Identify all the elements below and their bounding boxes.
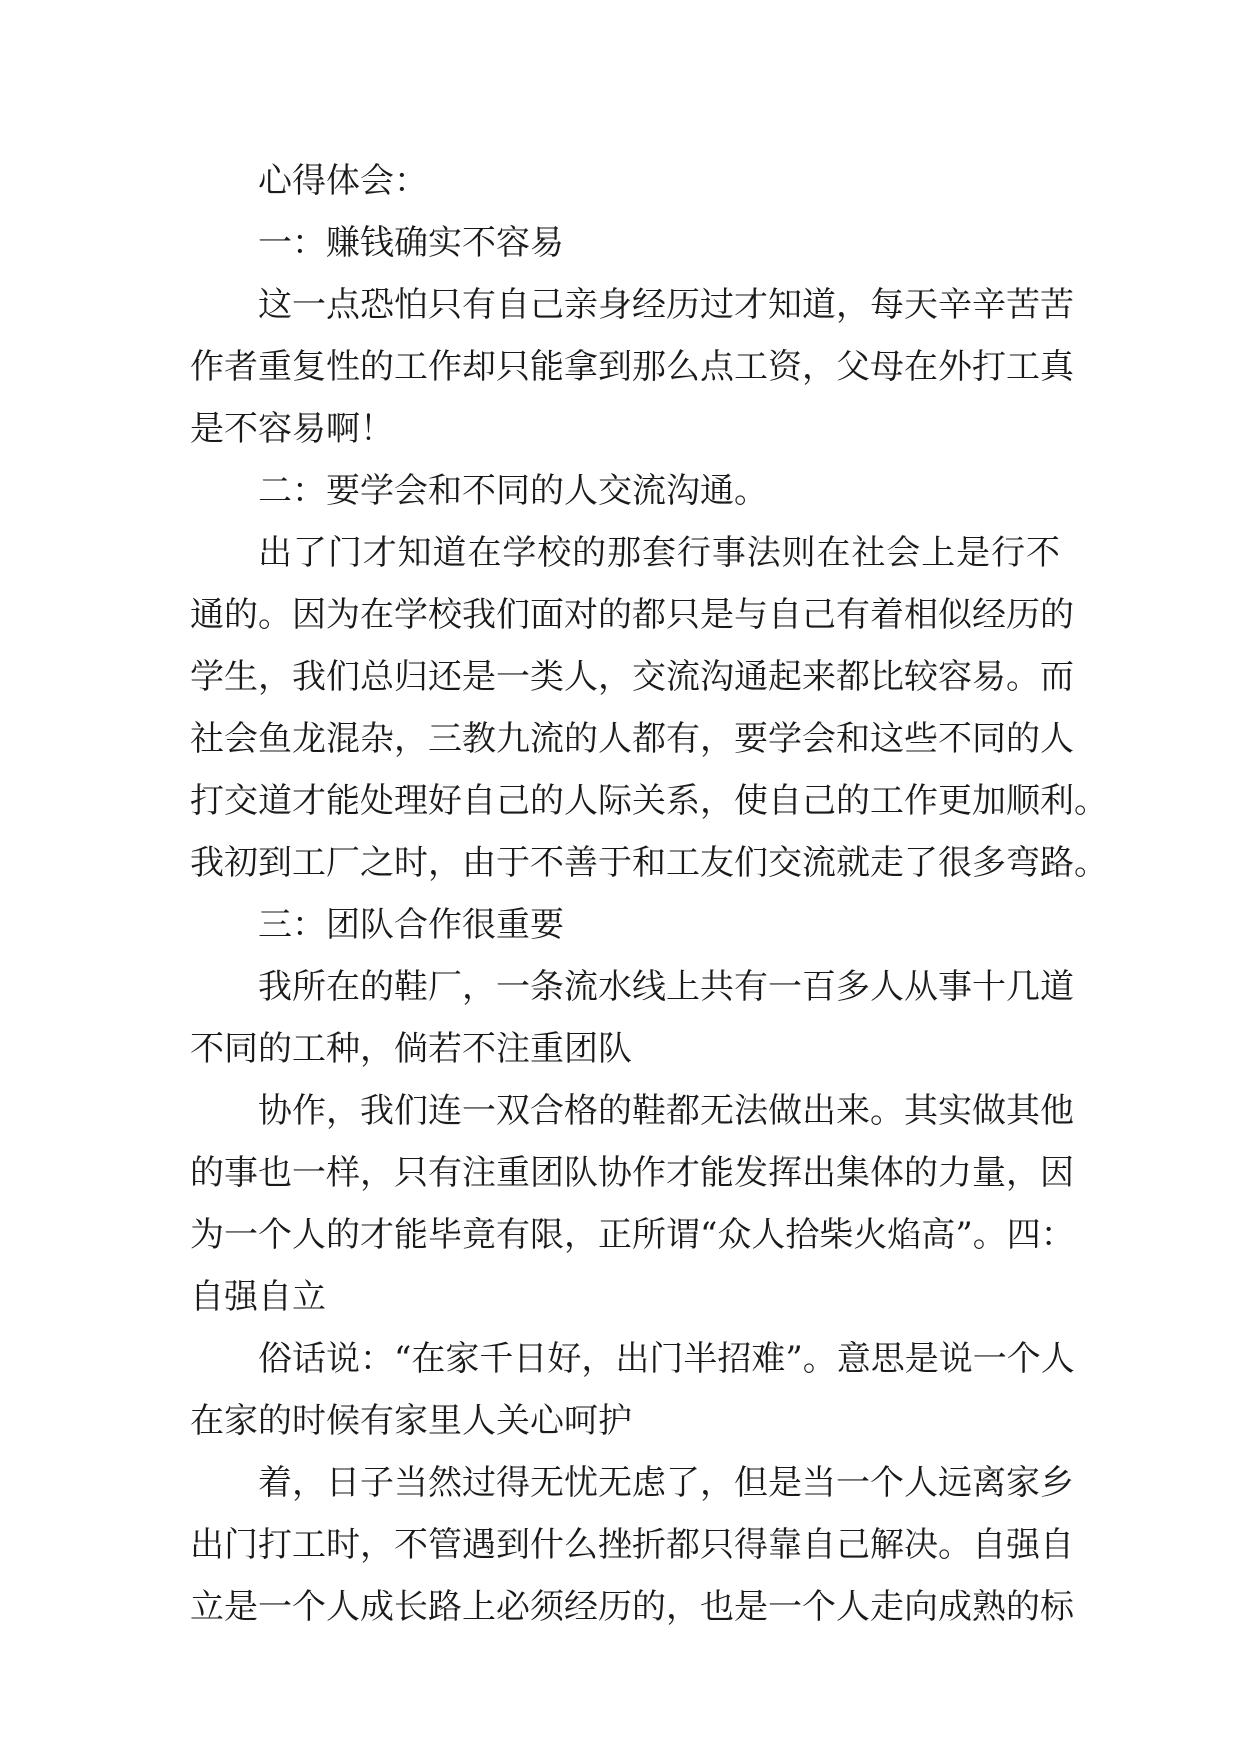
text-line: 学生，我们总归还是一类人，交流沟通起来都比较容易。而 <box>190 657 1074 697</box>
text-line: 心得体会： <box>258 161 428 201</box>
text-line: 出门打工时，不管遇到什么挫折都只得靠自己解决。自强自 <box>190 1525 1074 1565</box>
text-line: 三：团队合作很重要 <box>258 905 564 945</box>
text-line: 一：赚钱确实不容易 <box>258 223 564 263</box>
text-line: 通的。因为在学校我们面对的都只是与自己有着相似经历的 <box>190 595 1074 635</box>
text-line: 作者重复性的工作却只能拿到那么点工资，父母在外打工真 <box>190 347 1074 387</box>
text-line: 的事也一样，只有注重团队协作才能发挥出集体的力量，因 <box>190 1153 1074 1193</box>
text-line: 在家的时候有家里人关心呵护 <box>190 1401 632 1441</box>
text-line: 我所在的鞋厂，一条流水线上共有一百多人从事十几道 <box>258 967 1074 1007</box>
text-line: 立是一个人成长路上必须经历的，也是一个人走向成熟的标 <box>190 1587 1074 1627</box>
text-line: 社会鱼龙混杂，三教九流的人都有，要学会和这些不同的人 <box>190 719 1074 759</box>
text-line: 打交道才能处理好自己的人际关系，使自己的工作更加顺利。 <box>190 781 1108 821</box>
text-line: 二：要学会和不同的人交流沟通。 <box>258 471 768 511</box>
text-line: 为一个人的才能毕竟有限，正所谓“众人拾柴火焰高”。四： <box>190 1215 1075 1255</box>
text-line: 出了门才知道在学校的那套行事法则在社会上是行不 <box>258 533 1060 573</box>
text-line: 协作，我们连一双合格的鞋都无法做出来。其实做其他 <box>258 1091 1074 1131</box>
text-line: 着，日子当然过得无忧无虑了，但是当一个人远离家乡 <box>258 1463 1074 1503</box>
document-body <box>190 150 1108 1638</box>
text-line: 不同的工种，倘若不注重团队 <box>190 1029 632 1069</box>
text-line: 俗话说：“在家千日好，出门半招难”。意思是说一个人 <box>258 1339 1075 1379</box>
text-line: 我初到工厂之时，由于不善于和工友们交流就走了很多弯路。 <box>190 843 1108 883</box>
text-line: 是不容易啊！ <box>190 409 394 449</box>
text-line: 自强自立 <box>190 1277 326 1317</box>
text-line: 这一点恐怕只有自己亲身经历过才知道，每天辛辛苦苦 <box>258 285 1074 325</box>
